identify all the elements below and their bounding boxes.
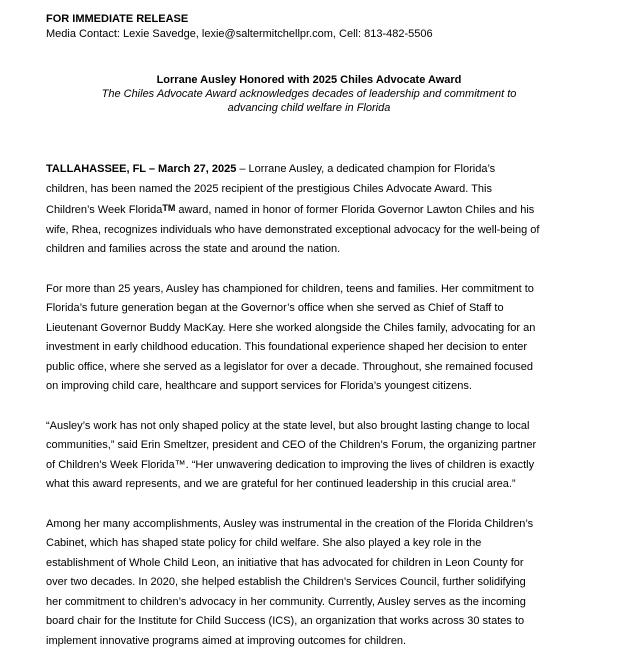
headline: Lorrane Ausley Honored with 2025 Chiles Advocate Award (156, 74, 462, 86)
body-line: implement innovative programs aimed at improving outcomes for children. (46, 634, 407, 647)
body-line: what this award represents, and we are grateful for her continued leadership in this crucial area.” (46, 478, 516, 490)
body-line: Florida’s future generation began at the Governor’s office when she served as Chief of Staff to (46, 302, 504, 314)
body-line: children and families across the state and around the nation. (46, 243, 341, 255)
subhead-line: advancing child welfare in Florida (227, 102, 391, 114)
body-line (46, 160, 574, 180)
dateline: TALLAHASSEE, FL – March 27, 2025 (46, 163, 237, 175)
body-line: establishment of Whole Child Leon, an initiative that has advocated for children in Leon County for (46, 556, 524, 569)
body-line: Cabinet, which has shaped state policy for child welfare. She also played a key role in the (46, 537, 482, 549)
release-header (46, 12, 586, 42)
body-line: wife, Rhea, recognizes individuals who have demonstrated exceptional advocacy for the well-being of (46, 223, 540, 236)
paragraph-intro (46, 160, 574, 260)
body-line: her commitment to children’s advocacy in her community. Currently, Ausley serves as the incoming (46, 595, 526, 608)
body-line: Among her many accomplishments, Ausley was instrumental in the creation of the Florida Children’s (46, 517, 534, 530)
article-body (46, 160, 574, 671)
title-block (46, 73, 572, 115)
body-line: For more than 25 years, Ausley has championed for children, teens and families. Her commitment to (46, 282, 534, 295)
body-text: – Lorrane Ausley, a dedicated champion for Florida’s (236, 163, 496, 175)
body-line: communities,” said Erin Smeltzer, president and CEO of the Children’s Forum, the organizing partner (46, 439, 537, 451)
body-line: Lieutenant Governor Buddy MacKay. Here she worked alongside the Chiles family, advocating for an (46, 321, 536, 334)
release-label: FOR IMMEDIATE RELEASE (46, 13, 189, 25)
body-line: public office, where she served as a legislator for over a decade. Throughout, she remained focused (46, 360, 533, 373)
body-line: of Children’s Week Florida™. “Her unwavering dedication to improving the lives of children is exactly (46, 458, 535, 471)
subhead-line: The Chiles Advocate Award acknowledges decades of leadership and commitment to (101, 88, 517, 100)
body-line: investment in early childhood education. This foundational experience shaped her decision to enter (46, 341, 528, 353)
body-text: award, named in honor of former Florida Governor Lawton Chiles and his (175, 204, 535, 216)
body-line: over two decades. In 2020, she helped establish the Children’s Services Council, further solidifying (46, 576, 526, 588)
paragraph-accomplishments (46, 515, 574, 652)
paragraph-career (46, 280, 574, 397)
body-text: Children’s Week Florida (46, 204, 163, 216)
paragraph-quote (46, 417, 574, 495)
body-line: “Ausley’s work has not only shaped policy at the state level, but also brought lasting change to local (46, 419, 530, 432)
body-line (46, 199, 574, 221)
trademark-mark: TM (162, 203, 176, 213)
body-line: board chair for the Institute for Child Success (ICS), an organization that works across 30 states to (46, 615, 525, 627)
body-line: on improving child care, healthcare and support services for Florida’s youngest citizens. (46, 380, 472, 392)
body-line: children, has been named the 2025 recipient of the prestigious Chiles Advocate Award. This (46, 182, 492, 195)
media-contact: Media Contact: Lexie Savedge, lexie@saltermitchellpr.com, Cell: 813-482-5506 (46, 28, 433, 40)
